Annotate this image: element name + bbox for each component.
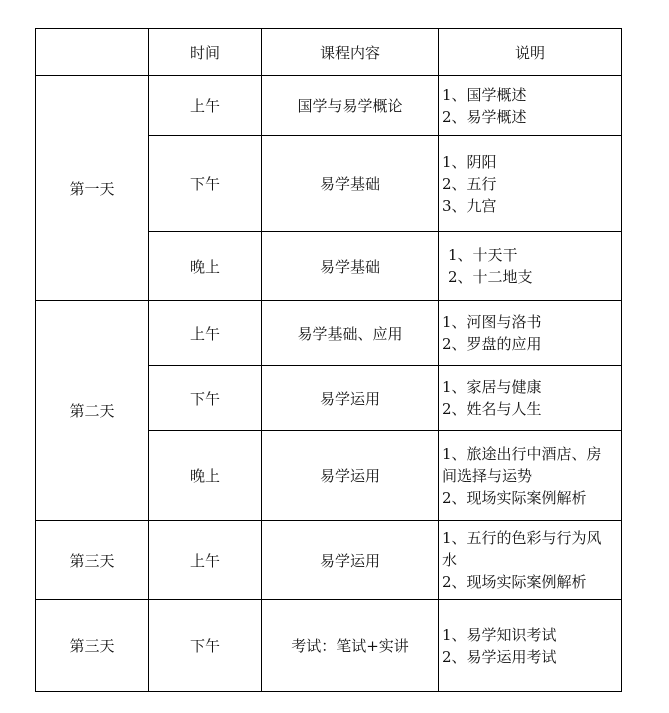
time-cell: 上午 xyxy=(149,521,262,600)
header-content: 课程内容 xyxy=(262,29,439,76)
note-line: 间选择与运势 xyxy=(442,466,533,485)
header-row xyxy=(36,29,622,76)
note-line: 2、易学概述 xyxy=(442,107,527,126)
note-line: 1、十天干 xyxy=(448,246,518,264)
header-time: 时间 xyxy=(149,29,262,76)
time-cell: 晚上 xyxy=(149,232,262,301)
note-line: 1、河图与洛书 xyxy=(442,313,542,331)
day-label: 第三天 xyxy=(36,521,149,600)
note-cell xyxy=(439,136,622,232)
note-line: 1、五行的色彩与行为风 xyxy=(442,529,602,547)
content-cell: 易学基础 xyxy=(262,136,439,232)
time-cell: 下午 xyxy=(149,600,262,692)
table-row xyxy=(36,600,622,692)
note-line: 2、现场实际案例解析 xyxy=(442,573,587,591)
time-cell: 上午 xyxy=(149,301,262,366)
day-label: 第一天 xyxy=(36,76,149,301)
note-cell xyxy=(439,232,622,301)
content-cell: 易学基础、应用 xyxy=(262,301,439,366)
time-cell: 下午 xyxy=(149,136,262,232)
table-row xyxy=(36,76,622,136)
note-cell xyxy=(439,76,622,136)
day-label: 第三天 xyxy=(36,600,149,692)
note-line: 1、家居与健康 xyxy=(442,378,542,396)
table-row xyxy=(36,521,622,600)
note-line: 1、易学知识考试 xyxy=(442,625,557,644)
note-line: 2、姓名与人生 xyxy=(442,400,542,418)
content-cell: 易学基础 xyxy=(262,232,439,301)
note-line: 2、现场实际案例解析 xyxy=(442,488,587,507)
note-cell xyxy=(439,521,622,600)
note-cell xyxy=(439,431,622,521)
time-cell: 上午 xyxy=(149,76,262,136)
note-line: 3、九宫 xyxy=(442,196,497,215)
content-cell: 易学运用 xyxy=(262,521,439,600)
time-cell: 晚上 xyxy=(149,431,262,521)
note-cell xyxy=(439,600,622,692)
header-blank-cell xyxy=(36,29,149,76)
note-line: 2、罗盘的应用 xyxy=(442,335,542,353)
day-label: 第二天 xyxy=(36,301,149,521)
schedule-table xyxy=(35,28,622,692)
note-line: 水 xyxy=(442,551,458,569)
note-line: 1、国学概述 xyxy=(442,85,527,104)
note-cell xyxy=(439,366,622,431)
content-cell: 国学与易学概论 xyxy=(262,76,439,136)
note-line: 1、旅途出行中酒店、房 xyxy=(442,444,602,463)
time-cell: 下午 xyxy=(149,366,262,431)
content-cell: 易学运用 xyxy=(262,431,439,521)
content-cell: 易学运用 xyxy=(262,366,439,431)
note-line: 2、五行 xyxy=(442,174,497,193)
note-line: 1、阴阳 xyxy=(442,152,497,171)
table-row xyxy=(36,301,622,366)
header-note: 说明 xyxy=(439,29,622,76)
content-cell: 考试：笔试+实讲 xyxy=(262,600,439,692)
note-cell xyxy=(439,301,622,366)
note-line: 2、十二地支 xyxy=(448,268,533,286)
note-line: 2、易学运用考试 xyxy=(442,647,557,666)
